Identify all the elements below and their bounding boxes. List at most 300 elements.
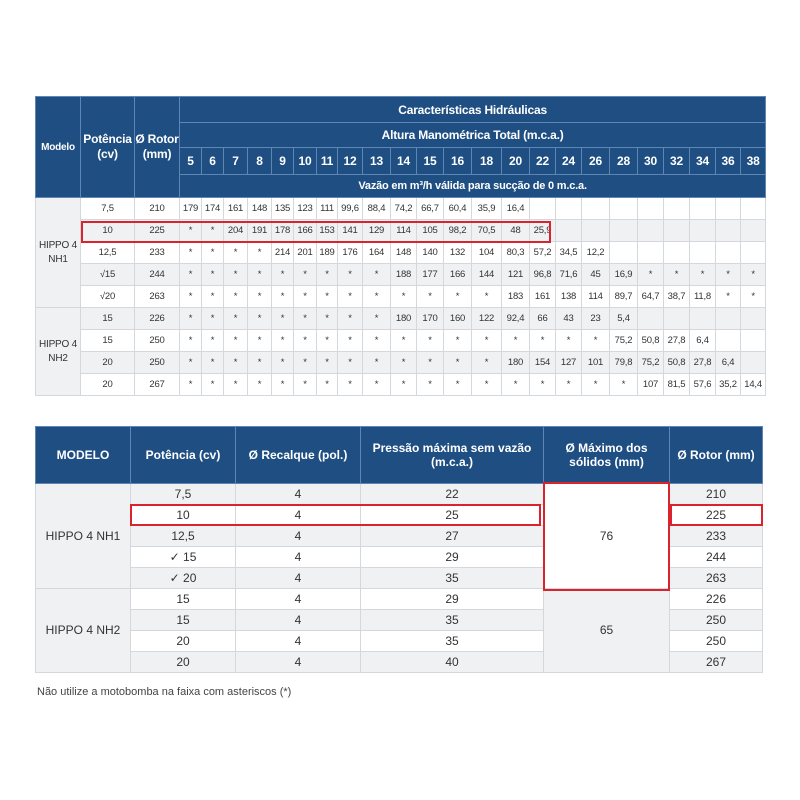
flow-cell: 71,6 xyxy=(556,264,582,286)
col-header-modelo: Modelo xyxy=(36,97,81,198)
flow-cell: 5,4 xyxy=(610,308,638,330)
recalque-cell: 4 xyxy=(236,568,361,589)
flow-cell: 75,2 xyxy=(610,330,638,352)
flow-cell: 79,8 xyxy=(610,352,638,374)
pressao-cell: 35 xyxy=(361,610,544,631)
flow-cell: * xyxy=(741,264,766,286)
col-header-potencia: Potência (cv) xyxy=(81,97,135,198)
flow-cell: * xyxy=(582,374,610,396)
pressao-cell: 29 xyxy=(361,589,544,610)
flow-cell: * xyxy=(248,264,272,286)
flow-cell: * xyxy=(391,330,417,352)
rotor-cell: 233 xyxy=(670,526,763,547)
flow-cell: * xyxy=(202,308,224,330)
flow-cell: * xyxy=(317,286,338,308)
flow-cell: * xyxy=(180,242,202,264)
flow-cell: 160 xyxy=(444,308,472,330)
flow-cell: 180 xyxy=(391,308,417,330)
flow-cell: 50,8 xyxy=(638,330,664,352)
flow-cell: 174 xyxy=(202,198,224,220)
recalque-cell: 4 xyxy=(236,484,361,505)
flow-cell: 64,7 xyxy=(638,286,664,308)
flow-cell xyxy=(716,242,741,264)
rotor-cell: 250 xyxy=(135,352,180,374)
flow-cell xyxy=(556,220,582,242)
flow-cell: * xyxy=(180,374,202,396)
flow-cell: 57,2 xyxy=(530,242,556,264)
flow-cell: * xyxy=(224,352,248,374)
flow-cell: * xyxy=(294,352,317,374)
flow-cell: 6,4 xyxy=(716,352,741,374)
flow-cell: 12,2 xyxy=(582,242,610,264)
flow-cell xyxy=(582,220,610,242)
table-row xyxy=(36,242,766,264)
flow-cell: * xyxy=(530,330,556,352)
flow-cell: * xyxy=(317,374,338,396)
solidos-cell: 65 xyxy=(544,589,670,673)
potencia-cell: 7,5 xyxy=(131,484,236,505)
rotor-cell: 267 xyxy=(670,652,763,673)
flow-cell xyxy=(556,198,582,220)
flow-cell: 161 xyxy=(530,286,556,308)
flow-cell: * xyxy=(202,242,224,264)
height-header: 22 xyxy=(530,148,556,175)
height-header: 11 xyxy=(317,148,338,175)
flow-cell: * xyxy=(472,352,502,374)
height-header: 28 xyxy=(610,148,638,175)
flow-cell: * xyxy=(272,374,294,396)
flow-cell: * xyxy=(224,374,248,396)
flow-cell: * xyxy=(272,264,294,286)
flow-cell: 140 xyxy=(417,242,444,264)
potencia-cell: 7,5 xyxy=(81,198,135,220)
flow-cell: * xyxy=(202,264,224,286)
flow-cell xyxy=(741,308,766,330)
flow-cell: * xyxy=(224,308,248,330)
table-row xyxy=(36,198,766,220)
flow-cell: * xyxy=(317,352,338,374)
potencia-cell: √20 xyxy=(81,286,135,308)
flow-cell: * xyxy=(180,352,202,374)
flow-cell: 176 xyxy=(338,242,363,264)
flow-cell: 189 xyxy=(317,242,338,264)
flow-cell: 166 xyxy=(444,264,472,286)
flow-cell xyxy=(638,220,664,242)
flow-cell xyxy=(610,220,638,242)
flow-cell: 45 xyxy=(582,264,610,286)
pressao-cell: 29 xyxy=(361,547,544,568)
flow-cell: * xyxy=(716,264,741,286)
solidos-cell: 76 xyxy=(544,484,670,589)
flow-cell: * xyxy=(317,264,338,286)
flow-cell: 16,4 xyxy=(502,198,530,220)
flow-cell: * xyxy=(363,352,391,374)
flow-cell: 111 xyxy=(317,198,338,220)
rotor-cell: 233 xyxy=(135,242,180,264)
flow-cell: 107 xyxy=(638,374,664,396)
flow-cell: * xyxy=(338,374,363,396)
flow-cell: * xyxy=(272,352,294,374)
pressao-cell: 25 xyxy=(361,505,544,526)
flow-cell: * xyxy=(338,286,363,308)
flow-cell: 96,8 xyxy=(530,264,556,286)
flow-cell: * xyxy=(202,330,224,352)
potencia-cell: 15 xyxy=(131,610,236,631)
flow-cell: * xyxy=(363,286,391,308)
flow-cell: * xyxy=(294,286,317,308)
col-header-modelo: MODELO xyxy=(36,427,131,484)
height-header: 18 xyxy=(472,148,502,175)
flow-cell: * xyxy=(338,308,363,330)
height-header: 13 xyxy=(363,148,391,175)
flow-cell: 60,4 xyxy=(444,198,472,220)
flow-cell: * xyxy=(294,308,317,330)
table-row xyxy=(36,308,766,330)
rotor-cell: 244 xyxy=(670,547,763,568)
flow-cell xyxy=(638,198,664,220)
rotor-cell: 225 xyxy=(135,220,180,242)
recalque-cell: 4 xyxy=(236,547,361,568)
flow-cell: 38,7 xyxy=(664,286,690,308)
flow-cell: 23 xyxy=(582,308,610,330)
flow-cell: * xyxy=(202,352,224,374)
potencia-cell: 10 xyxy=(81,220,135,242)
flow-cell: * xyxy=(180,286,202,308)
flow-cell: 188 xyxy=(391,264,417,286)
flow-cell xyxy=(741,330,766,352)
flow-cell: 43 xyxy=(556,308,582,330)
flow-cell: 16,9 xyxy=(610,264,638,286)
rotor-cell: 250 xyxy=(670,631,763,652)
height-header: 8 xyxy=(248,148,272,175)
flow-cell: 154 xyxy=(530,352,556,374)
flow-cell: 201 xyxy=(294,242,317,264)
flow-cell: * xyxy=(338,264,363,286)
flow-cell: * xyxy=(248,286,272,308)
flow-cell: 132 xyxy=(444,242,472,264)
flow-cell: * xyxy=(294,374,317,396)
rotor-cell: 244 xyxy=(135,264,180,286)
flow-cell: 148 xyxy=(248,198,272,220)
flow-cell: 27,8 xyxy=(664,330,690,352)
flow-cell: * xyxy=(716,286,741,308)
flow-cell xyxy=(664,308,690,330)
height-header: 16 xyxy=(444,148,472,175)
flow-cell: 66 xyxy=(530,308,556,330)
height-header: 38 xyxy=(741,148,766,175)
col-header-pressao: Pressão máxima sem vazão (m.c.a.) xyxy=(361,427,544,484)
flow-cell xyxy=(716,308,741,330)
flow-cell: 204 xyxy=(224,220,248,242)
flow-cell: 14,4 xyxy=(741,374,766,396)
potencia-cell: 20 xyxy=(81,352,135,374)
height-header: 12 xyxy=(338,148,363,175)
potencia-cell: ✓ 15 xyxy=(131,547,236,568)
flow-cell: * xyxy=(272,286,294,308)
flow-cell xyxy=(530,198,556,220)
potencia-cell: 20 xyxy=(131,631,236,652)
flow-cell xyxy=(716,330,741,352)
asterisk-note: Não utilize a motobomba na faixa com asteriscos (*) xyxy=(37,686,292,698)
flow-cell xyxy=(741,220,766,242)
flow-cell: 57,6 xyxy=(690,374,716,396)
flow-cell: 180 xyxy=(502,352,530,374)
pump-specifications-table xyxy=(35,426,763,673)
rotor-cell: 226 xyxy=(135,308,180,330)
flow-cell: 161 xyxy=(224,198,248,220)
header-vazao: Vazão em m³/h válida para sucção de 0 m.c.a. xyxy=(180,175,766,198)
flow-cell: * xyxy=(444,330,472,352)
table-row xyxy=(36,589,763,610)
header-caracteristicas: Características Hidráulicas xyxy=(180,97,766,123)
pressao-cell: 35 xyxy=(361,568,544,589)
flow-cell: * xyxy=(664,264,690,286)
height-header: 7 xyxy=(224,148,248,175)
flow-cell: * xyxy=(294,264,317,286)
flow-cell: 148 xyxy=(391,242,417,264)
flow-cell: * xyxy=(502,374,530,396)
potencia-cell: 15 xyxy=(81,330,135,352)
rotor-cell: 210 xyxy=(670,484,763,505)
rotor-cell: 225 xyxy=(670,505,763,526)
flow-cell: 92,4 xyxy=(502,308,530,330)
flow-cell: 35,9 xyxy=(472,198,502,220)
flow-cell: 34,5 xyxy=(556,242,582,264)
flow-cell xyxy=(741,352,766,374)
header-altura: Altura Manométrica Total (m.c.a.) xyxy=(180,123,766,148)
flow-cell: 178 xyxy=(272,220,294,242)
potencia-cell: 10 xyxy=(131,505,236,526)
flow-cell: * xyxy=(202,220,224,242)
table-row xyxy=(36,374,766,396)
height-header: 5 xyxy=(180,148,202,175)
flow-cell: 98,2 xyxy=(444,220,472,242)
flow-cell: * xyxy=(180,308,202,330)
flow-cell: * xyxy=(317,330,338,352)
flow-cell: * xyxy=(444,352,472,374)
flow-cell: * xyxy=(363,264,391,286)
flow-cell: * xyxy=(472,330,502,352)
pressao-cell: 40 xyxy=(361,652,544,673)
flow-cell: * xyxy=(417,286,444,308)
flow-cell: 6,4 xyxy=(690,330,716,352)
flow-cell: 183 xyxy=(502,286,530,308)
potencia-cell: 20 xyxy=(81,374,135,396)
flow-cell: 122 xyxy=(472,308,502,330)
flow-cell: * xyxy=(363,308,391,330)
flow-cell xyxy=(638,242,664,264)
flow-cell: * xyxy=(272,308,294,330)
flow-cell: 27,8 xyxy=(690,352,716,374)
flow-cell: 25,9 xyxy=(530,220,556,242)
recalque-cell: 4 xyxy=(236,631,361,652)
flow-cell: * xyxy=(556,330,582,352)
rotor-cell: 263 xyxy=(135,286,180,308)
flow-cell: 105 xyxy=(417,220,444,242)
flow-cell: 191 xyxy=(248,220,272,242)
flow-cell xyxy=(664,198,690,220)
flow-cell: 127 xyxy=(556,352,582,374)
flow-cell: * xyxy=(610,374,638,396)
flow-cell xyxy=(690,220,716,242)
flow-cell: * xyxy=(417,374,444,396)
flow-cell: 129 xyxy=(363,220,391,242)
flow-cell: * xyxy=(363,374,391,396)
col-header-recalque: Ø Recalque (pol.) xyxy=(236,427,361,484)
table-row xyxy=(36,220,766,242)
flow-cell: * xyxy=(248,330,272,352)
flow-cell: 74,2 xyxy=(391,198,417,220)
table-row xyxy=(36,264,766,286)
flow-cell: * xyxy=(556,374,582,396)
flow-cell xyxy=(690,308,716,330)
flow-cell: * xyxy=(248,352,272,374)
flow-cell: * xyxy=(638,264,664,286)
rotor-cell: 210 xyxy=(135,198,180,220)
model-cell: HIPPO 4 NH1 xyxy=(36,484,131,589)
flow-cell: * xyxy=(391,286,417,308)
flow-cell: * xyxy=(472,286,502,308)
flow-cell: 88,4 xyxy=(363,198,391,220)
flow-cell: * xyxy=(690,264,716,286)
flow-cell: 66,7 xyxy=(417,198,444,220)
flow-cell: * xyxy=(472,374,502,396)
flow-cell: * xyxy=(180,264,202,286)
flow-cell: * xyxy=(741,286,766,308)
height-header: 15 xyxy=(417,148,444,175)
potencia-cell: 12,5 xyxy=(81,242,135,264)
flow-cell: 81,5 xyxy=(664,374,690,396)
flow-cell: 121 xyxy=(502,264,530,286)
pressao-cell: 22 xyxy=(361,484,544,505)
flow-cell: 114 xyxy=(391,220,417,242)
potencia-cell: √15 xyxy=(81,264,135,286)
model-cell: HIPPO 4 NH2 xyxy=(36,589,131,673)
rotor-cell: 267 xyxy=(135,374,180,396)
flow-cell: * xyxy=(224,286,248,308)
height-header: 34 xyxy=(690,148,716,175)
potencia-cell: 15 xyxy=(131,589,236,610)
table-row xyxy=(36,484,763,505)
flow-cell: * xyxy=(224,264,248,286)
flow-cell: * xyxy=(202,286,224,308)
rotor-cell: 250 xyxy=(670,610,763,631)
flow-cell: * xyxy=(417,352,444,374)
flow-cell: 153 xyxy=(317,220,338,242)
potencia-cell: 20 xyxy=(131,652,236,673)
height-header: 24 xyxy=(556,148,582,175)
flow-cell: 164 xyxy=(363,242,391,264)
potencia-cell: 12,5 xyxy=(131,526,236,547)
pressao-cell: 35 xyxy=(361,631,544,652)
recalque-cell: 4 xyxy=(236,505,361,526)
height-header: 6 xyxy=(202,148,224,175)
recalque-cell: 4 xyxy=(236,610,361,631)
flow-cell: * xyxy=(444,286,472,308)
flow-cell: 89,7 xyxy=(610,286,638,308)
table-row xyxy=(36,352,766,374)
height-header: 26 xyxy=(582,148,610,175)
flow-cell: 144 xyxy=(472,264,502,286)
flow-cell xyxy=(610,242,638,264)
table-row xyxy=(36,330,766,352)
flow-cell: * xyxy=(338,330,363,352)
flow-cell: 214 xyxy=(272,242,294,264)
flow-cell: 123 xyxy=(294,198,317,220)
flow-cell xyxy=(741,242,766,264)
flow-cell: * xyxy=(180,330,202,352)
flow-cell: 177 xyxy=(417,264,444,286)
rotor-cell: 263 xyxy=(670,568,763,589)
height-header: 10 xyxy=(294,148,317,175)
flow-cell: 48 xyxy=(502,220,530,242)
height-header: 36 xyxy=(716,148,741,175)
flow-cell xyxy=(582,198,610,220)
flow-cell: * xyxy=(582,330,610,352)
flow-cell: * xyxy=(391,374,417,396)
pressao-cell: 27 xyxy=(361,526,544,547)
potencia-cell: 15 xyxy=(81,308,135,330)
height-header: 32 xyxy=(664,148,690,175)
col-header-potencia: Potência (cv) xyxy=(131,427,236,484)
height-header: 14 xyxy=(391,148,417,175)
recalque-cell: 4 xyxy=(236,526,361,547)
height-header: 30 xyxy=(638,148,664,175)
flow-cell: 114 xyxy=(582,286,610,308)
flow-cell: 101 xyxy=(582,352,610,374)
flow-cell xyxy=(664,220,690,242)
flow-cell: 135 xyxy=(272,198,294,220)
col-header-solidos: Ø Máximo dos sólidos (mm) xyxy=(544,427,670,484)
flow-cell: * xyxy=(248,308,272,330)
flow-cell xyxy=(716,220,741,242)
flow-cell: 179 xyxy=(180,198,202,220)
flow-cell: * xyxy=(224,242,248,264)
flow-cell: 80,3 xyxy=(502,242,530,264)
recalque-cell: 4 xyxy=(236,589,361,610)
flow-cell: * xyxy=(202,374,224,396)
flow-cell: * xyxy=(294,330,317,352)
flow-cell: 50,8 xyxy=(664,352,690,374)
flow-cell: 99,6 xyxy=(338,198,363,220)
flow-cell: * xyxy=(444,374,472,396)
flow-cell xyxy=(741,198,766,220)
flow-cell xyxy=(716,198,741,220)
flow-cell xyxy=(610,198,638,220)
model-cell: HIPPO 4 NH1 xyxy=(36,198,81,308)
hydraulic-characteristics-table xyxy=(35,96,766,396)
rotor-cell: 226 xyxy=(670,589,763,610)
flow-cell: 11,8 xyxy=(690,286,716,308)
rotor-cell: 250 xyxy=(135,330,180,352)
recalque-cell: 4 xyxy=(236,652,361,673)
flow-cell: 70,5 xyxy=(472,220,502,242)
table-row xyxy=(36,286,766,308)
flow-cell: 141 xyxy=(338,220,363,242)
flow-cell: * xyxy=(363,330,391,352)
col-header-rotor: Ø Rotor (mm) xyxy=(135,97,180,198)
flow-cell xyxy=(638,308,664,330)
flow-cell: 166 xyxy=(294,220,317,242)
flow-cell xyxy=(690,198,716,220)
flow-cell: * xyxy=(417,330,444,352)
flow-cell: 170 xyxy=(417,308,444,330)
flow-cell: * xyxy=(248,374,272,396)
height-header: 9 xyxy=(272,148,294,175)
flow-cell: * xyxy=(530,374,556,396)
flow-cell: 138 xyxy=(556,286,582,308)
flow-cell: 104 xyxy=(472,242,502,264)
